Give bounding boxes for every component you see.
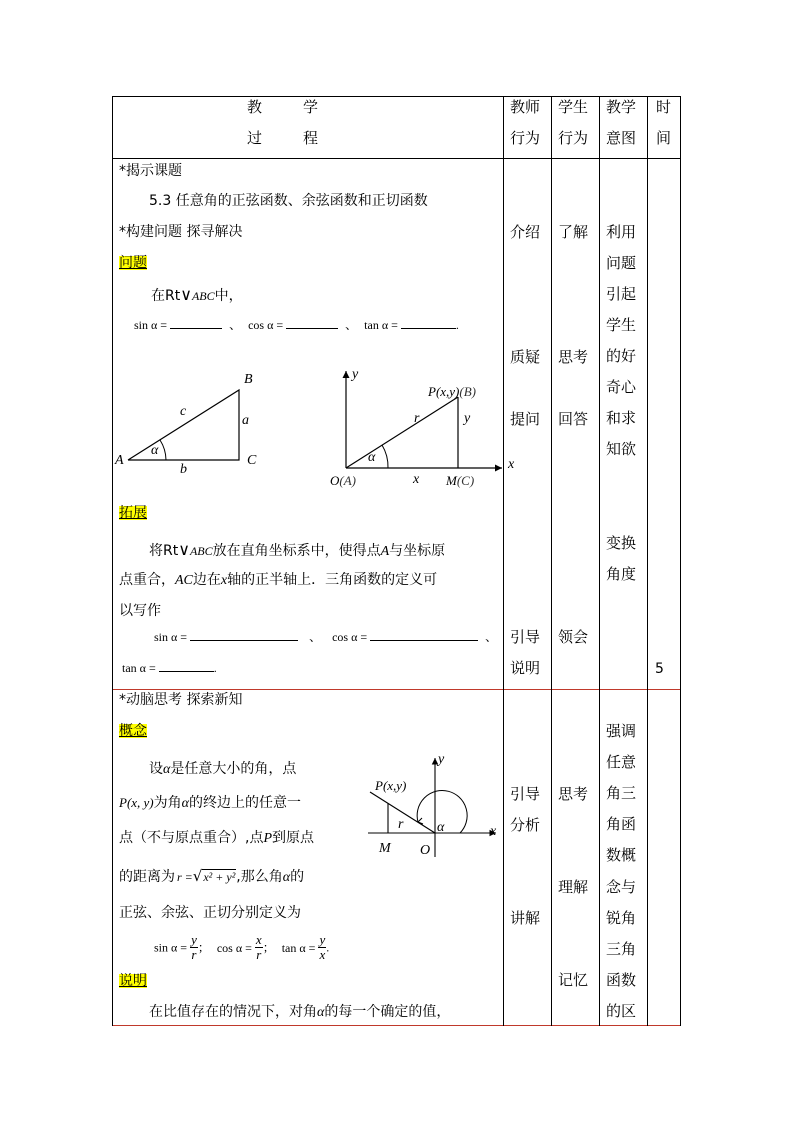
table-border-right [680, 96, 681, 1026]
extend-label: 拓展 [119, 505, 147, 521]
s2-student-memorize: 记忆 [558, 971, 589, 989]
s1-teacher-guide: 引导 [510, 628, 541, 646]
s1-intent-9: 角度 [606, 565, 637, 583]
problem-blanks: sin α = 、 cos α = 、 tan α = . [134, 318, 459, 332]
s2-intent-2: 角三 [606, 784, 637, 802]
tri1-alpha: α [151, 443, 159, 458]
concept-line2: P(x, y)为角α的终边上的任意一 [119, 795, 301, 811]
concept-line3: 点（不与原点重合）,点P到原点 [119, 830, 315, 846]
tri2-point-p: P(x,y)(B) [428, 384, 476, 399]
extend-text-line1: 将Rt∨ABC放在直角坐标系中，使得点A与坐标原 [149, 540, 446, 559]
header-time-1: 时 [656, 98, 672, 116]
diag-m: M [379, 841, 391, 856]
lesson-title: 5.3 任意角的正弦函数、余弦函数和正切函数 [149, 193, 428, 209]
s1-student-answer: 回答 [558, 410, 589, 428]
problem-intro: 在Rt∨ABC中， [151, 285, 243, 304]
tri1-vertex-b: B [244, 372, 253, 387]
s1-teacher-explain: 说明 [510, 659, 541, 677]
s1-student-understand: 了解 [558, 223, 589, 241]
extend-text-line3: 以写作 [119, 603, 161, 619]
tri1-vertex-a: A [115, 453, 124, 468]
s2-teacher-lecture: 讲解 [510, 909, 541, 927]
s2-intent-0: 强调 [606, 722, 637, 740]
tri1-side-c: c [180, 404, 187, 419]
s1-intent-5: 奇心 [606, 378, 637, 396]
col-divider-2 [551, 96, 552, 1026]
s1-student-grasp: 领会 [558, 628, 589, 646]
s2-intent-4: 数概 [606, 846, 637, 864]
col-divider-1 [503, 96, 504, 1026]
s1-student-think: 思考 [558, 348, 589, 366]
diag-y-axis: y [438, 752, 445, 767]
s1-intent-6: 和求 [606, 409, 637, 427]
table-border-bottom [112, 1025, 681, 1026]
tri1-vertex-c: C [247, 453, 257, 468]
tri2-x-side: x [413, 472, 420, 487]
tri1-side-a: a [242, 413, 249, 428]
extend-text-line2: 点重合，AC边在x轴的正半轴上．三角函数的定义可 [119, 572, 438, 588]
s2-intent-5: 念与 [606, 878, 637, 896]
s2-teacher-analyze: 分析 [510, 816, 541, 834]
tri2-y-axis: y [352, 367, 359, 382]
s1-teacher-introduce: 介绍 [510, 223, 541, 241]
s1-intent-1: 问题 [606, 254, 637, 272]
s1-intent-7: 知欲 [606, 440, 637, 458]
table-border-left [112, 96, 113, 1026]
extend-blanks-line1: sin α = 、 cos α = 、 [154, 630, 498, 644]
note-text: 在比值存在的情况下，对角α的每一个确定的值， [149, 1004, 451, 1020]
problem-label: 问题 [119, 255, 147, 271]
think-heading: *动脑思考 探索新知 [119, 692, 243, 708]
concept-line4: 的距离为 r =√x² + y²,那么角α的 [119, 867, 305, 885]
extend-blanks-line2: tan α = . [122, 661, 217, 675]
header-process-2: 程 [303, 129, 319, 147]
header-time-2: 间 [656, 129, 672, 147]
tri2-r: r [414, 411, 420, 426]
tri2-origin: O(A) [330, 473, 356, 488]
s1-teacher-ask: 提问 [510, 410, 541, 428]
s1-intent-4: 的好 [606, 347, 637, 365]
table-border-top [112, 96, 681, 97]
header-teaching: 教 [247, 98, 263, 116]
section-divider [112, 689, 681, 690]
concept-label: 概念 [119, 723, 147, 739]
tri2-alpha: α [368, 450, 376, 465]
definition-formulas: sin α = $\frac{y}{r}$ ； cos α = $\frac{x}{r}$ ； tan α = $\frac{y}{x}$ . [154, 932, 330, 962]
build-problem: *构建问题 探寻解决 [119, 224, 243, 240]
tri2-point-m: M(C) [446, 473, 475, 488]
header-intent-1: 教学 [606, 98, 637, 116]
diag-alpha: α [437, 820, 445, 835]
diag-point-p: P(x,y) [375, 778, 407, 793]
header-teacher-1: 教师 [510, 98, 541, 116]
header-student-2: 行为 [558, 129, 589, 147]
col-divider-3 [599, 96, 600, 1026]
s2-intent-1: 任意 [606, 753, 637, 771]
diag-x-axis: x [490, 824, 497, 839]
s2-intent-9: 的区 [606, 1002, 637, 1020]
coordinate-triangle-diagram [330, 365, 510, 480]
s2-intent-7: 三角 [606, 940, 637, 958]
reveal-topic: *揭示课题 [119, 163, 182, 179]
tri1-side-b: b [180, 462, 187, 477]
diag-o: O [420, 843, 431, 858]
col-divider-4 [647, 96, 648, 1026]
note-label: 说明 [119, 973, 147, 989]
concept-line5: 正弦、余弦、正切分别定义为 [119, 905, 301, 921]
tri2-x-axis: x [508, 457, 515, 472]
header-learning: 学 [303, 98, 319, 116]
s1-intent-8: 变换 [606, 534, 637, 552]
s2-intent-6: 锐角 [606, 909, 637, 927]
header-student-1: 学生 [558, 98, 589, 116]
concept-line1: 设α是任意大小的角，点 [149, 761, 297, 777]
s2-intent-8: 函数 [606, 971, 637, 989]
header-divider [112, 158, 681, 159]
tri2-y-side: y [464, 411, 471, 426]
header-intent-2: 意图 [606, 129, 637, 147]
s1-teacher-question: 质疑 [510, 348, 541, 366]
s2-student-understand: 理解 [558, 878, 589, 896]
s1-intent-0: 利用 [606, 223, 637, 241]
header-teacher-2: 行为 [510, 129, 541, 147]
diag-r: r [398, 817, 404, 832]
s1-time: 5 [655, 661, 664, 677]
s2-teacher-guide: 引导 [510, 785, 541, 803]
s2-student-think: 思考 [558, 785, 589, 803]
s1-intent-3: 学生 [606, 316, 637, 334]
header-process-1: 过 [247, 129, 263, 147]
s1-intent-2: 引起 [606, 285, 637, 303]
s2-intent-3: 角函 [606, 815, 637, 833]
